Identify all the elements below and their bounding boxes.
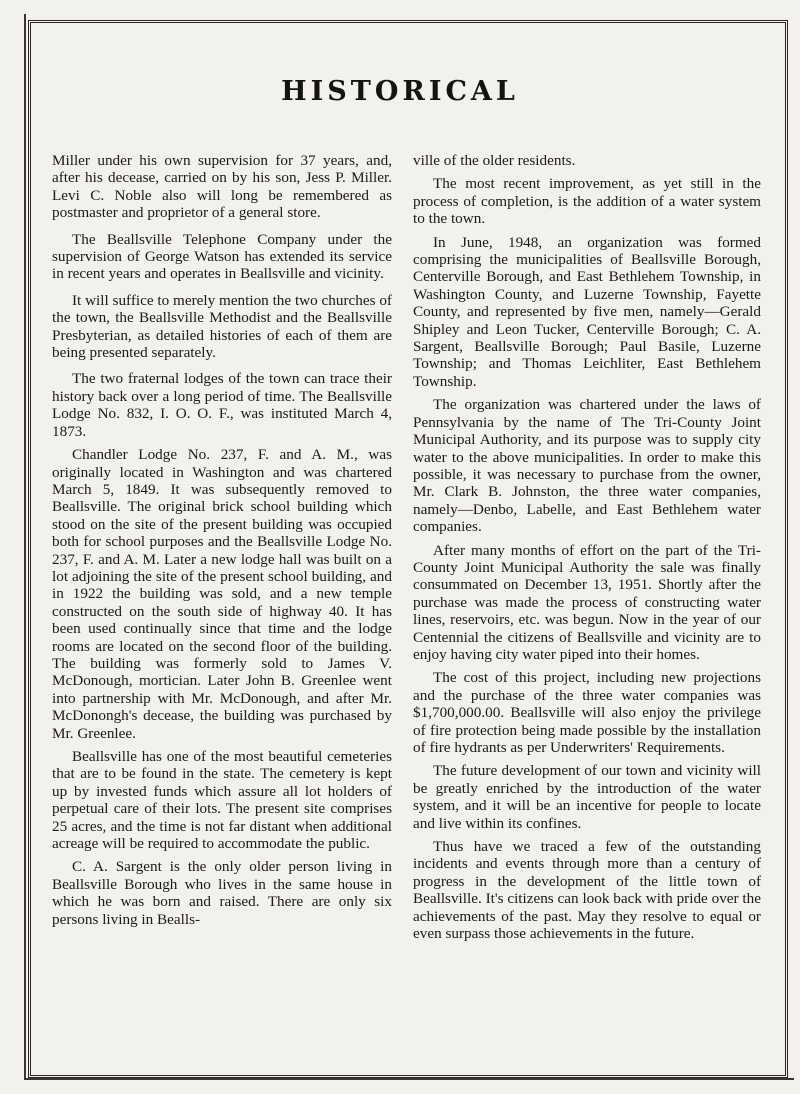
paragraph: Thus have we traced a few of the outstanding incidents and events through more than a century of progress in the development of the little town of Beallsville. It's citizens can look back with pride over the achievements of the past. May they resolve to equal or even surpass those achievements in the future. xyxy=(413,838,761,943)
paragraph: Beallsville has one of the most beautiful cemeteries that are to be found in the state. The cemetery is kept up by invested funds which assure all lot holders of perpetual care of their lots. The present site comprises 25 acres, and the time is not far distant when additional acreage will be required to accommodate the public. xyxy=(52,748,392,853)
right-column xyxy=(413,152,761,948)
paragraph: Miller under his own supervision for 37 years, and, after his decease, carried on by his son, Jess P. Miller. Levi C. Noble also will long be remembered as postmaster and proprietor of a general store. xyxy=(52,152,392,222)
paragraph: The cost of this project, including new projections and the purchase of the three water companies was $1,700,000.00. Beallsville will also enjoy the privilege of fire protection being made possible by the installation of fire hydrants as per Underwriters' Requirements. xyxy=(413,669,761,756)
paragraph: The organization was chartered under the laws of Pennsylvania by the name of The Tri-County Joint Municipal Authority, and its purpose was to supply city water to the above municipalities. In order to make this possible, it was necessary to purchase from the owner, Mr. Clark B. Johnston, the three water companies, namely—Denbo, Labelle, and East Bethlehem water companies. xyxy=(413,396,761,536)
paragraph: It will suffice to merely mention the two churches of the town, the Beallsville Methodist and the Beallsville Presbyterian, as detailed histories of each of them are being presented separately. xyxy=(52,291,392,362)
page-title: HISTORICAL xyxy=(281,76,519,107)
paragraph: C. A. Sargent is the only older person living in Beallsville Borough who lives in the same house in which he was born and raised. There are only six persons living in Bealls- xyxy=(52,858,392,928)
left-column xyxy=(52,152,392,934)
paragraph: Chandler Lodge No. 237, F. and A. M., was originally located in Washington and was chartered March 5, 1849. It was subsequently removed to Beallsville. The original brick school building which stood on the site of the present building was occupied both for school purposes and the Beallsville Lodge No. 237, F. and A. M. Later a new lodge hall was built on a lot adjoining the site of the present school building, and in 1922 the building was sold, and a new temple constructed on the south side of highway 40. It has been used continually since that time and the lodge rooms are located on the second floor of the building. The building was formerly sold to James V. McDonough, mortician. Later John B. Greenlee went into partnership with Mr. McDonough, and after Mr. McDonongh's decease, the building was purchased by Mr. Greenlee. xyxy=(52,446,392,742)
paragraph: ville of the older residents. xyxy=(413,152,576,169)
paragraph: After many months of effort on the part of the Tri-County Joint Municipal Authority the sale was finally consummated on December 13, 1951. Shortly after the purchase was made the process of constructing water lines, reservoirs, etc. was begun. Now in the year of our Centennial the citizens of Beallsville and vicinity are to enjoy having city water piped into their homes. xyxy=(413,541,761,663)
paragraph: In June, 1948, an organization was formed comprising the municipalities of Beallsville Borough, Centerville Borough, and East Bethlehem Township, in Washington County, and Luzerne Township, Fayette County, and represented by five men, namely—Gerald Shipley and Leon Tucker, Centerville Borough; C. A. Sargent, Beallsville Borough; Paul Basile, Luzerne Township; and Thomas Leichliter, East Bethlehem Township. xyxy=(413,233,761,390)
paragraph: The two fraternal lodges of the town can trace their history back over a long period of time. The Beallsville Lodge No. 832, I. O. O. F., was instituted March 4, 1873. xyxy=(52,370,392,440)
paragraph: The most recent improvement, as yet still in the process of completion, is the addition of a water system to the town. xyxy=(413,175,761,228)
paragraph: The Beallsville Telephone Company under the supervision of George Watson has extended its service in recent years and operates in Beallsville and vicinity. xyxy=(52,230,392,283)
paragraph: The future development of our town and vicinity will be greatly enriched by the introduction of the water system, and it will be an incentive for people to locate and live within its confines. xyxy=(413,762,761,832)
